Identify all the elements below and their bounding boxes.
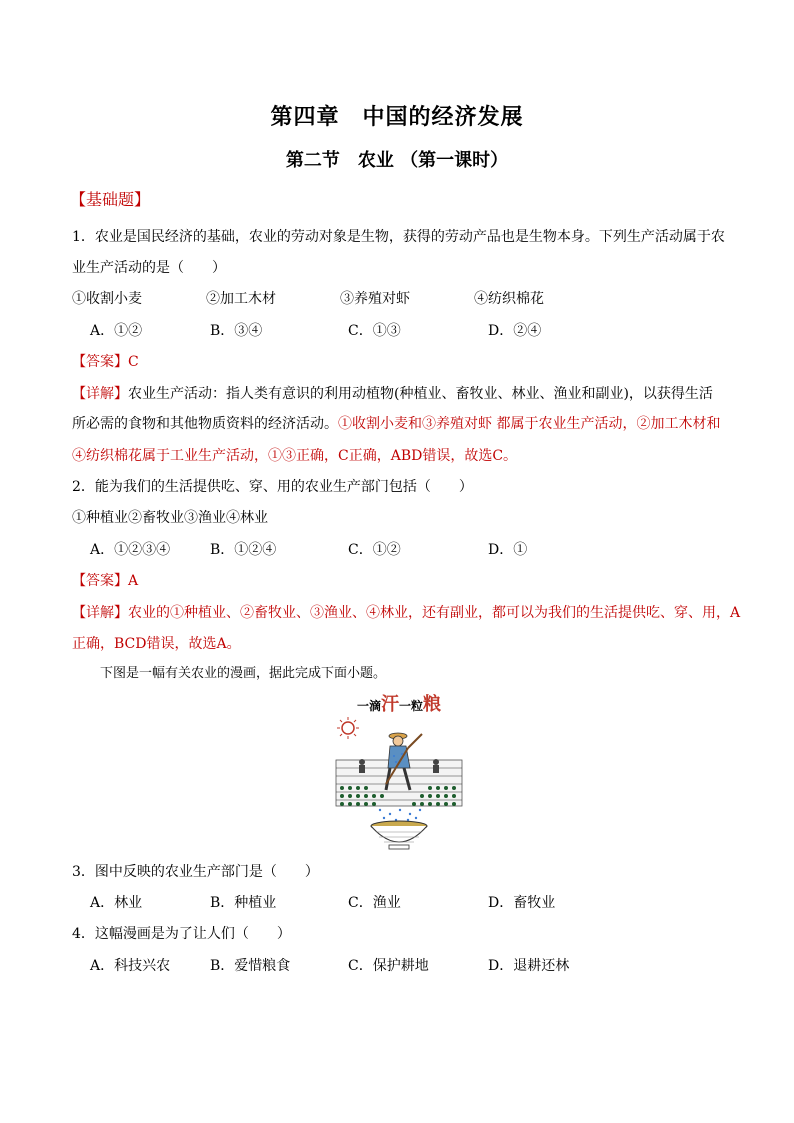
chapter-title: 第四章 中国的经济发展 <box>270 105 524 130</box>
q3-stem: 3．图中反映的农业生产部门是（ ） <box>72 864 319 880</box>
section-label: 【基础题】 <box>70 190 151 209</box>
q1-item: ④纺织棉花 <box>474 291 544 307</box>
rice-bowl-icon <box>371 821 427 849</box>
q1-answer <box>72 352 139 372</box>
comic-drawing <box>324 716 474 851</box>
q2-option: C．①② <box>348 542 401 558</box>
q2-stem: 2．能为我们的生活提供吃、穿、用的农业生产部门包括（ ） <box>72 479 473 495</box>
detail-tag: 【详解】 <box>72 605 128 621</box>
q2-detail-line1 <box>72 603 740 623</box>
q1-item: ③养殖对虾 <box>340 291 410 307</box>
q4-option: A．科技兴农 <box>90 958 171 974</box>
q3-option: D．畜牧业 <box>488 895 556 911</box>
q1-item: ②加工木材 <box>206 291 276 307</box>
q4-option: C．保护耕地 <box>348 958 429 974</box>
section-title: 第二节 农业 （第一课时） <box>285 150 509 171</box>
answer-value: C <box>128 354 139 370</box>
q1-detail-line1 <box>72 384 713 404</box>
caption-part: 一粒 <box>399 699 424 713</box>
caption-part: 一滴 <box>356 699 381 713</box>
answer-value: A <box>128 573 139 589</box>
q1-stem-line2: 业生产活动的是（ ） <box>72 260 226 276</box>
q2-detail-line2: 正确，BCD错误，故选A。 <box>72 636 241 652</box>
q2-answer <box>72 571 138 591</box>
detail-text-red: 农业的①种植业、②畜牧业、③渔业、④林业，还有副业，都可以为我们的生活提供吃、穿、用，A <box>128 605 741 621</box>
caption-part: 汗 <box>381 694 399 715</box>
detail-tag: 【详解】 <box>72 386 128 402</box>
q2-option: D．① <box>488 542 528 558</box>
q2-items: ①种植业②畜牧业③渔业④林业 <box>72 510 268 526</box>
q1-option: C．①③ <box>348 323 401 339</box>
detail-text: 所必需的食物和其他物质资料的经济活动。 <box>72 416 338 432</box>
q1-detail-line3: ④纺织棉花属于工业生产活动，①③正确，C正确，ABD错误，故选C。 <box>72 448 518 464</box>
q1-stem-line1: 1．农业是国民经济的基础，农业的劳动对象是生物，获得的劳动产品也是生物本身。下列生产活动属于农 <box>72 229 725 245</box>
q2-option: A．①②③④ <box>90 542 171 558</box>
farming-comic <box>324 690 474 850</box>
q4-option: B．爱惜粮食 <box>210 958 291 974</box>
q2-option: B．①②④ <box>210 542 277 558</box>
q1-option: D．②④ <box>488 323 542 339</box>
q4-option: D．退耕还林 <box>488 958 570 974</box>
q3-option: A．林业 <box>90 895 143 911</box>
answer-tag: 【答案】 <box>72 354 128 370</box>
caption-part: 粮 <box>423 694 442 715</box>
q3-option: B．种植业 <box>210 895 277 911</box>
sun-icon <box>337 717 359 739</box>
q3-option: C．渔业 <box>348 895 401 911</box>
sweat-drops-icon <box>379 809 421 821</box>
q1-option: A．①② <box>90 323 143 339</box>
comic-caption <box>324 690 474 716</box>
q1-item: ①收割小麦 <box>72 291 142 307</box>
detail-text: 农业生产活动：指人类有意识的利用动植物(种植业、畜牧业、林业、渔业和副业)，以获得生活 <box>128 386 713 402</box>
comic-intro: 下图是一幅有关农业的漫画，据此完成下面小题。 <box>100 666 387 681</box>
q1-option: B．③④ <box>210 323 263 339</box>
detail-text-red: ①收割小麦和③养殖对虾 都属于农业生产活动，②加工木材和 <box>338 416 721 432</box>
q4-stem: 4．这幅漫画是为了让人们（ ） <box>72 926 291 942</box>
answer-tag: 【答案】 <box>72 573 128 589</box>
q1-detail-line2 <box>72 414 720 434</box>
